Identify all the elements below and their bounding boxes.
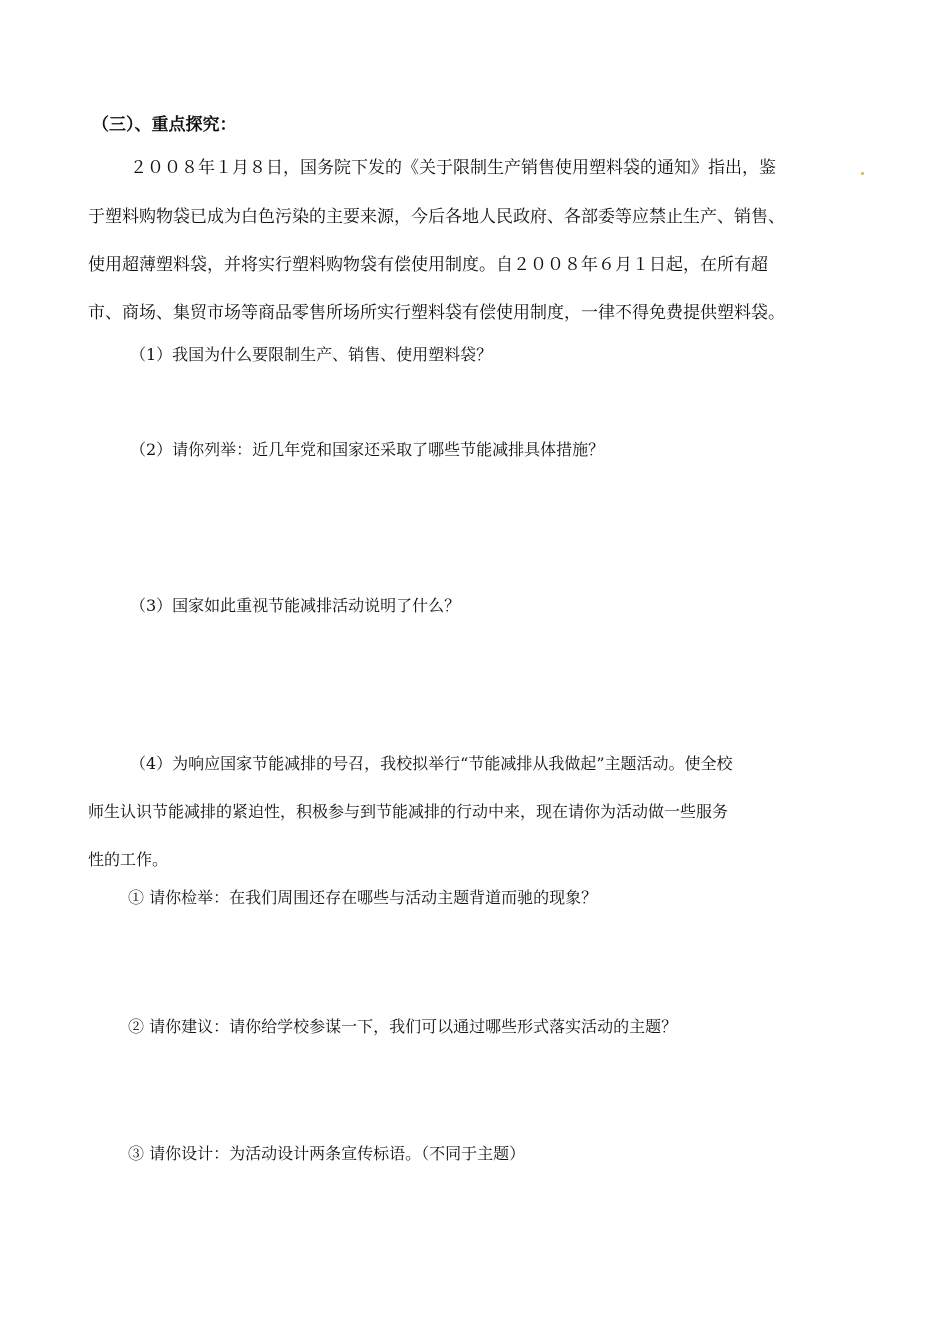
question-4-line-1: （4）为响应国家节能减排的号召，我校拟举行“节能减排从我做起”主题活动。使全校	[130, 754, 733, 773]
question-4-line-2: 师生认识节能减排的紧迫性，积极参与到节能减排的行动中来，现在请你为活动做一些服务	[88, 802, 729, 821]
passage-line-4: 市、商场、集贸市场等商品零售所场所实行塑料袋有偿使用制度，一律不得免费提供塑料袋。	[88, 303, 785, 323]
passage-line-1: ２００８年１月８日，国务院下发的《关于限制生产销售使用塑料袋的通知》指出，鉴	[130, 158, 776, 178]
passage-line-3: 使用超薄塑料袋，并将实行塑料购物袋有偿使用制度。自２００８年６月１日起，在所有超	[88, 255, 768, 275]
question-3: （3）国家如此重视节能减排活动说明了什么？	[130, 596, 461, 615]
section-heading: （三）、重点探究：	[92, 115, 237, 135]
passage-line-2: 于塑料购物袋已成为白色污染的主要来源，今后各地人民政府、各部委等应禁止生产、销售、	[88, 207, 785, 227]
subquestion-2: ② 请你建议：请你给学校参谋一下，我们可以通过哪些形式落实活动的主题？	[128, 1017, 678, 1036]
subquestion-1: ① 请你检举：在我们周围还存在哪些与活动主题背道而驰的现象？	[128, 888, 598, 907]
subquestion-3: ③ 请你设计：为活动设计两条宣传标语。（不同于主题）	[128, 1144, 526, 1163]
question-2: （2）请你列举：近几年党和国家还采取了哪些节能减排具体措施？	[130, 440, 605, 459]
question-1: （1）我国为什么要限制生产、销售、使用塑料袋？	[130, 345, 493, 364]
stray-mark	[861, 172, 864, 175]
question-4-line-3: 性的工作。	[88, 850, 169, 869]
